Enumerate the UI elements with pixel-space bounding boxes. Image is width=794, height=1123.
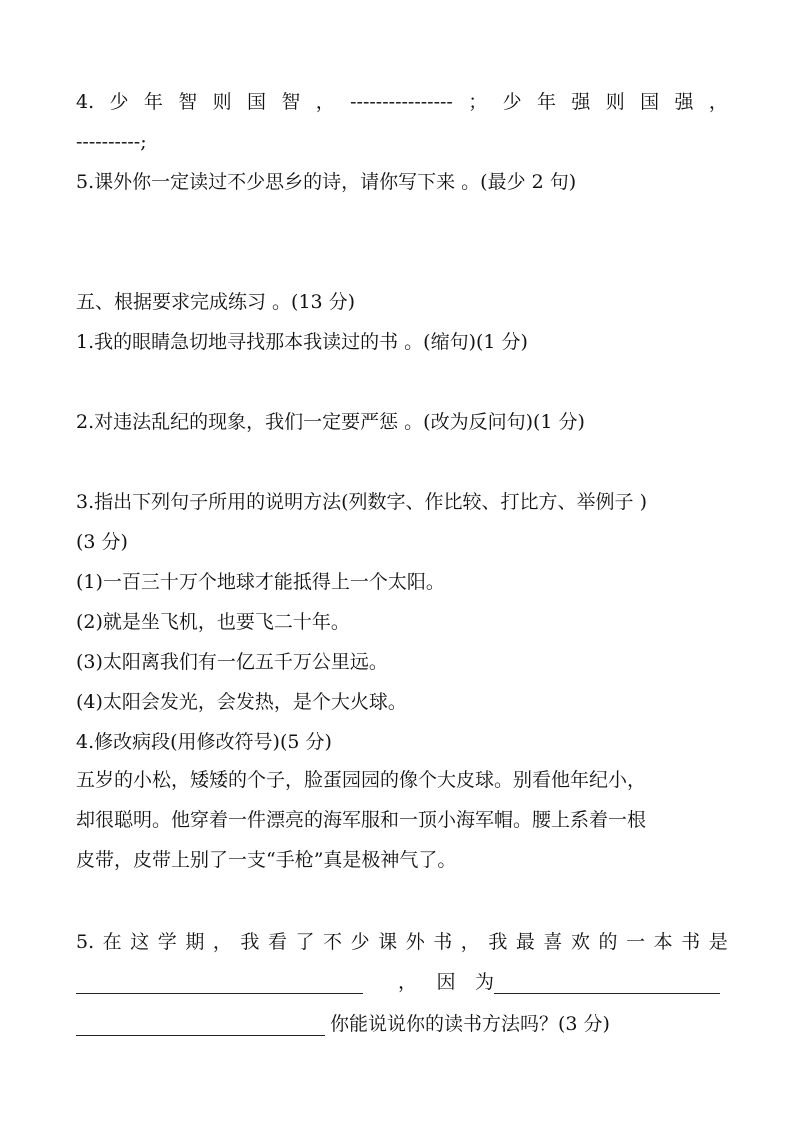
q5-line-1-token: 书 — [433, 931, 453, 953]
s5-q3-item-3: (3)太阳离我们有一亿五千万公里远。 — [76, 651, 388, 673]
s5-question-2: 2.对违法乱纪的现象，我们一定要严惩 。(改为反问句)(1 分) — [76, 411, 585, 433]
q5-line-1-token: 本 — [653, 931, 673, 953]
q4-line-1-token: 国 — [640, 91, 660, 113]
q5-line-1-token: 一 — [626, 931, 646, 953]
question-4-line-2: ----------; — [76, 131, 147, 153]
q5-line-1-token: 外 — [405, 931, 425, 953]
q4-line-1-token: 年 — [536, 91, 556, 113]
q4-line-1-token: 少 — [109, 91, 129, 113]
q5-line-1-token: 期 — [185, 931, 205, 953]
s5-question-1: 1.我的眼睛急切地寻找那本我读过的书 。(缩句)(1 分) — [76, 331, 528, 353]
s5-q3-item-4: (4)太阳会发光，会发热，是个大火球。 — [76, 691, 407, 713]
q5-line-1-token: 喜 — [543, 931, 563, 953]
question-4-line-1 — [76, 89, 728, 115]
answer-blank-book[interactable] — [76, 975, 363, 994]
q5-line-1-token: 在 — [102, 931, 122, 953]
q5-line-1-token: 是 — [708, 931, 728, 953]
answer-blank-reason-1[interactable] — [494, 975, 720, 994]
section-5-title: 五、根据要求完成练习 。(13 分) — [76, 291, 356, 313]
q5-line-2-token: ， — [398, 971, 418, 993]
q4-line-1-token: 则 — [605, 91, 625, 113]
s5-q4-paragraph-line-3: 皮带，皮带上别了一支“手枪”真是极神气了。 — [76, 849, 457, 871]
q5-line-1-token: 了 — [295, 931, 315, 953]
q4-line-1-token: 则 — [212, 91, 232, 113]
q5-line-1-token: 少 — [350, 931, 370, 953]
q5-line-1-token: 这 — [130, 931, 150, 953]
q4-line-1-token: 智 — [281, 91, 301, 113]
q5-line-1-token: 我 — [488, 931, 508, 953]
q4-line-1-token: ， — [315, 91, 335, 113]
s5-q3-item-1: (1)一百三十万个地球才能抵得上一个太阳。 — [76, 571, 445, 593]
q4-line-1-token: ， — [708, 91, 728, 113]
q5-line-1-token: 最 — [515, 931, 535, 953]
q4-line-1-token: 智 — [178, 91, 198, 113]
q5-line-2-token: 因 — [436, 971, 456, 993]
q5-line-1-token: ， — [212, 931, 232, 953]
q5-line-1-token: 的 — [598, 931, 618, 953]
q4-line-1-token: ---------------- — [350, 91, 453, 113]
q5-line-1-token: 书 — [681, 931, 701, 953]
s5-q4-paragraph-line-1: 五岁的小松，矮矮的个子，脸蛋园园的像个大皮球。别看他年纪小， — [76, 769, 647, 791]
q5-line-1-token: 5. — [76, 931, 95, 953]
q4-line-1-token: 国 — [247, 91, 267, 113]
s5-q4-paragraph-line-2: 却很聪明。他穿着一件漂亮的海军服和一顶小海军帽。腰上系着一根 — [76, 809, 647, 831]
q5-line-1-token: 欢 — [570, 931, 590, 953]
q4-line-1-token: 4. — [76, 91, 95, 113]
q5-line-1-token: 我 — [240, 931, 260, 953]
q5-line-1-token: 不 — [323, 931, 343, 953]
q5-line-1-token: ， — [460, 931, 480, 953]
q5-line-1-token: 课 — [378, 931, 398, 953]
q4-line-1-token: 年 — [143, 91, 163, 113]
q5-line-1-token: 学 — [157, 931, 177, 953]
q4-line-1-token: 少 — [502, 91, 522, 113]
answer-blank-reason-2[interactable] — [76, 1017, 325, 1036]
s5-q5-reading-method: 你能说说你的读书方法吗？(3 分) — [330, 1013, 610, 1035]
q4-line-1-token: 强 — [674, 91, 694, 113]
s5-q3-item-2: (2)就是坐飞机，也要飞二十年。 — [76, 611, 350, 633]
s5-question-5-line-1 — [76, 929, 728, 955]
s5-question-4-title: 4.修改病段(用修改符号)(5 分) — [76, 731, 332, 753]
s5-question-3-line-1: 3.指出下列句子所用的说明方法(列数字、作比较、打比方、举例子 ) — [76, 491, 647, 513]
s5-question-3-line-2: (3 分) — [76, 531, 128, 553]
s5-q5-because — [398, 969, 494, 995]
question-5-prompt: 5.课外你一定读过不少思乡的诗，请你写下来 。(最少 2 句) — [76, 171, 577, 193]
q5-line-1-token: 看 — [267, 931, 287, 953]
q4-line-1-token: ； — [468, 91, 488, 113]
q4-line-1-token: 强 — [571, 91, 591, 113]
q5-line-2-token: 为 — [474, 971, 494, 993]
